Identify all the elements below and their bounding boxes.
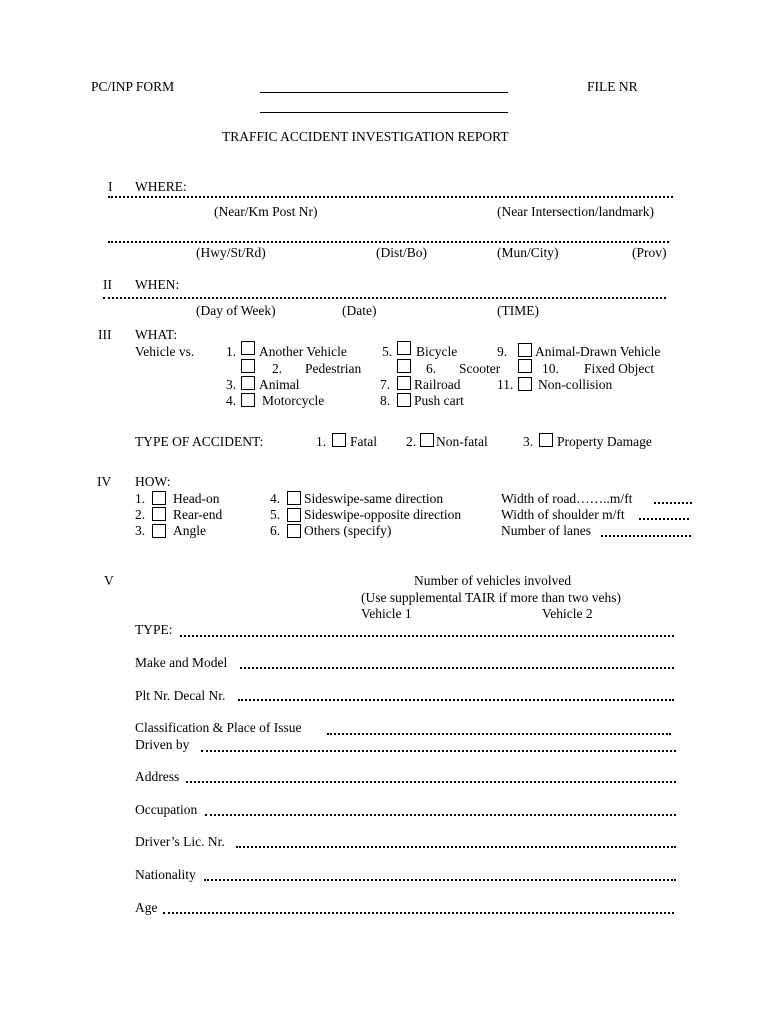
what-option-label: Animal — [259, 377, 300, 392]
how-option-label: Rear-end — [173, 507, 223, 522]
fixed-object-checkbox[interactable] — [518, 359, 532, 373]
how-option-number: 3. — [135, 523, 146, 538]
what-option-number: 11. — [497, 377, 514, 392]
animal-drawn-vehicle-checkbox[interactable] — [518, 343, 532, 357]
make-model-field[interactable] — [240, 667, 674, 669]
what-option-number: 5. — [382, 344, 393, 359]
address-field[interactable] — [186, 781, 676, 783]
what-option-number: 6. — [426, 361, 437, 376]
report-title: TRAFFIC ACCIDENT INVESTIGATION REPORT — [222, 129, 509, 144]
what-option-label: Non-collision — [538, 377, 613, 392]
push-cart-checkbox[interactable] — [397, 393, 411, 407]
classification-field[interactable] — [327, 733, 671, 735]
address-label: Address — [135, 769, 180, 784]
how-option-number: 6. — [270, 523, 281, 538]
non-collision-checkbox[interactable] — [518, 377, 532, 391]
angle-checkbox[interactable] — [152, 524, 166, 538]
accident-type-number: 3. — [523, 434, 534, 449]
how-option-label: Angle — [173, 523, 206, 538]
rear-end-checkbox[interactable] — [152, 507, 166, 521]
motorcycle-checkbox[interactable] — [241, 393, 255, 407]
vehicle-type-label: TYPE: — [135, 622, 173, 637]
what-option-number: 7. — [380, 377, 391, 392]
what-option-label: Pedestrian — [305, 361, 362, 376]
head-on-checkbox[interactable] — [152, 491, 166, 505]
supplemental-note: (Use supplemental TAIR if more than two vehs) — [361, 590, 621, 605]
how-label: HOW: — [135, 474, 171, 489]
hwy-label: (Hwy/St/Rd) — [196, 245, 266, 260]
header-line-2[interactable] — [260, 112, 508, 113]
age-label: Age — [135, 900, 158, 915]
form-code-label: PC/INP FORM — [91, 79, 175, 94]
what-option-label: Motorcycle — [262, 393, 325, 408]
header-line-1[interactable] — [260, 92, 508, 93]
nationality-label: Nationality — [135, 867, 196, 882]
when-label: WHEN: — [135, 277, 180, 292]
road-width-field[interactable] — [654, 502, 692, 504]
vehicle-vs-label: Vehicle vs. — [135, 344, 195, 359]
fatal-checkbox[interactable] — [332, 433, 346, 447]
accident-type-number: 1. — [316, 434, 327, 449]
occupation-label: Occupation — [135, 802, 198, 817]
how-option-number: 2. — [135, 507, 146, 522]
what-option-number: 10. — [542, 361, 559, 376]
accident-type-label: Non-fatal — [436, 434, 488, 449]
how-option-number: 1. — [135, 491, 146, 506]
what-option-number: 4. — [226, 393, 237, 408]
what-option-number: 3. — [226, 377, 237, 392]
vehicle-type-field[interactable] — [180, 635, 674, 637]
driven-by-field[interactable] — [201, 750, 676, 752]
how-option-number: 4. — [270, 491, 281, 506]
type-of-accident-label: TYPE OF ACCIDENT: — [135, 434, 264, 449]
what-option-label: Another Vehicle — [259, 344, 347, 359]
occupation-field[interactable] — [205, 814, 676, 816]
what-option-label: Railroad — [414, 377, 461, 392]
day-of-week-label: (Day of Week) — [196, 303, 276, 318]
where-address-field[interactable] — [108, 241, 669, 243]
plate-decal-field[interactable] — [238, 699, 674, 701]
animal-checkbox[interactable] — [241, 376, 255, 390]
non-fatal-checkbox[interactable] — [420, 433, 434, 447]
near-km-post-label: (Near/Km Post Nr) — [214, 204, 318, 219]
time-label: (TIME) — [497, 303, 539, 318]
vehicles-count-label: Number of vehicles involved — [414, 573, 572, 588]
file-nr-label: FILE NR — [587, 79, 638, 94]
section-numeral-i: I — [108, 179, 113, 194]
make-model-label: Make and Model — [135, 655, 228, 670]
how-option-label: Sideswipe-same direction — [304, 491, 444, 506]
sideswipe-same-checkbox[interactable] — [287, 491, 301, 505]
accident-type-number: 2. — [406, 434, 417, 449]
section-numeral-iv: IV — [97, 474, 112, 489]
lanes-label: Number of lanes — [501, 523, 591, 538]
railroad-checkbox[interactable] — [397, 376, 411, 390]
bicycle-checkbox[interactable] — [397, 341, 411, 355]
near-intersection-label: (Near Intersection/landmark) — [497, 204, 655, 219]
what-option-label: Scooter — [459, 361, 501, 376]
another-vehicle-checkbox[interactable] — [241, 341, 255, 355]
what-option-label: Bicycle — [416, 344, 458, 359]
dist-label: (Dist/Bo) — [376, 245, 428, 260]
how-option-label: Sideswipe-opposite direction — [304, 507, 462, 522]
drivers-license-label: Driver’s Lic. Nr. — [135, 834, 225, 849]
plate-decal-label: Plt Nr. Decal Nr. — [135, 688, 226, 703]
where-location-field[interactable] — [108, 196, 673, 198]
how-option-label: Others (specify) — [304, 523, 392, 538]
what-option-number: 1. — [226, 344, 237, 359]
drivers-license-field[interactable] — [236, 846, 676, 848]
where-label: WHERE: — [135, 179, 187, 194]
accident-type-label: Property Damage — [557, 434, 652, 449]
age-field[interactable] — [163, 912, 674, 914]
vehicle-2-header: Vehicle 2 — [542, 606, 593, 621]
how-option-label: Head-on — [173, 491, 220, 506]
what-option-label: Push cart — [414, 393, 464, 408]
section-numeral-ii: II — [103, 277, 112, 292]
road-width-label: Width of road……..m/ft — [501, 491, 633, 506]
section-numeral-iii: III — [98, 327, 112, 342]
others-specify-checkbox[interactable] — [287, 524, 301, 538]
how-option-number: 5. — [270, 507, 281, 522]
mun-label: (Mun/City) — [497, 245, 559, 260]
classification-label: Classification & Place of Issue — [135, 720, 302, 735]
sideswipe-opposite-checkbox[interactable] — [287, 508, 301, 522]
prov-label: (Prov) — [632, 245, 667, 260]
nationality-field[interactable] — [204, 879, 676, 881]
shoulder-width-field[interactable] — [639, 518, 689, 520]
when-field[interactable] — [103, 297, 666, 299]
what-option-label: Animal-Drawn Vehicle — [535, 344, 661, 359]
property-damage-checkbox[interactable] — [539, 433, 553, 447]
what-option-label: Fixed Object — [584, 361, 655, 376]
date-label: (Date) — [342, 303, 377, 318]
scooter-checkbox[interactable] — [397, 359, 411, 373]
what-option-number: 8. — [380, 393, 391, 408]
accident-type-label: Fatal — [350, 434, 377, 449]
what-option-number: 9. — [497, 344, 508, 359]
what-label: WHAT: — [135, 327, 178, 342]
section-numeral-v: V — [104, 573, 114, 588]
pedestrian-checkbox[interactable] — [241, 359, 255, 373]
what-option-number: 2. — [272, 361, 283, 376]
shoulder-width-label: Width of shoulder m/ft — [501, 507, 625, 522]
vehicle-1-header: Vehicle 1 — [361, 606, 412, 621]
lanes-field[interactable] — [601, 535, 691, 537]
driven-by-label: Driven by — [135, 737, 190, 752]
